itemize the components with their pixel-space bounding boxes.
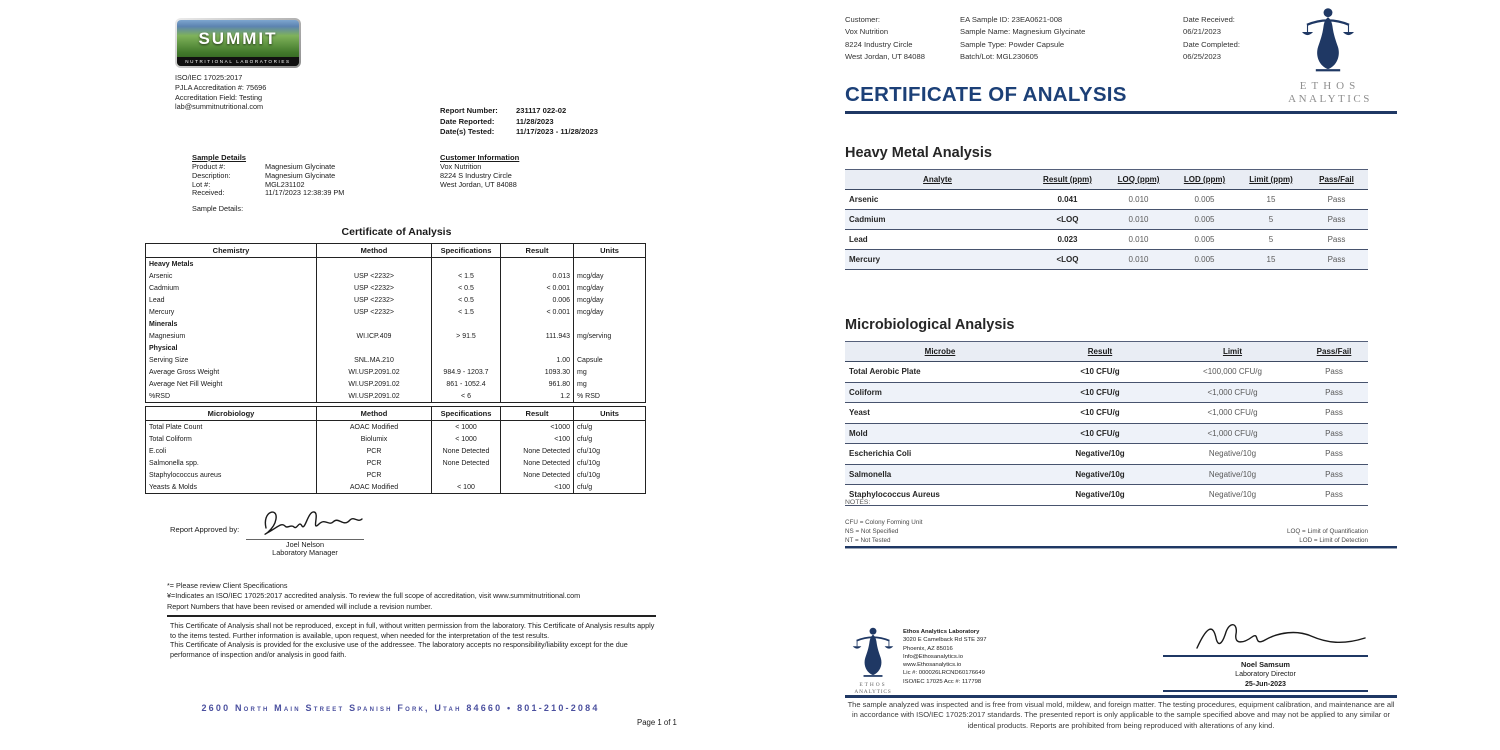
table-row — [146, 433, 646, 445]
table-row — [845, 464, 1368, 485]
lab-iso-accreditation: ISO/IEC 17025 Acc #: 117798 — [903, 678, 982, 685]
units-cell: mg/serving — [574, 330, 646, 342]
customer-street: 8224 S Industry Circle — [440, 170, 512, 180]
method-cell: WI.ICP.409 — [317, 330, 432, 342]
legend-loq: LOQ = Limit of Quantification — [1286, 528, 1368, 535]
col-header-result: Result — [501, 244, 574, 258]
pass-fail-cell: Pass — [1300, 362, 1368, 383]
table-row — [845, 362, 1368, 383]
microbiology-table — [145, 406, 646, 494]
legend-nt: NT = Not Tested — [845, 537, 891, 544]
col-header-analyte: Analyte — [845, 170, 1030, 190]
received-label: Received: — [192, 188, 225, 198]
loq-cell: 0.010 — [1105, 190, 1172, 210]
microbiological-heading: Microbiological Analysis — [845, 317, 1015, 333]
limit-cell: 5 — [1237, 210, 1305, 230]
result-cell: < 0.001 — [501, 282, 574, 294]
cell — [432, 318, 501, 330]
cell — [501, 342, 574, 354]
table-row — [845, 190, 1368, 210]
microbe-cell: Mold — [845, 423, 1035, 444]
cell — [432, 258, 501, 271]
spec-cell: < 1.5 — [432, 306, 501, 318]
accreditation-line: PJLA Accreditation #: 75696 — [175, 82, 267, 92]
ethos-customer-block — [845, 14, 925, 64]
ethos-lab-address-block — [903, 628, 987, 686]
result-cell: < 0.001 — [501, 306, 574, 318]
accreditation-block — [175, 73, 266, 112]
result-cell: <10 CFU/g — [1035, 423, 1165, 444]
section-row — [146, 258, 646, 271]
lab-name: Ethos Analytics Laboratory — [903, 629, 980, 635]
customer-label: Customer: — [845, 15, 881, 24]
date-reported-row — [440, 117, 598, 128]
spec-cell: < 1000 — [432, 421, 501, 434]
footnotes-block — [167, 581, 667, 612]
method-cell: PCR — [317, 445, 432, 457]
result-cell: None Detected — [501, 469, 574, 481]
table-row — [146, 469, 646, 481]
cell — [574, 342, 646, 354]
legend-lod: LOD = Limit of Detection — [1299, 537, 1368, 544]
cell — [432, 342, 501, 354]
title-underline — [845, 111, 1397, 114]
pass-fail-cell: Pass — [1305, 190, 1368, 210]
result-cell: <10 CFU/g — [1035, 403, 1165, 424]
result-cell: 1093.30 — [501, 366, 574, 378]
lab-email: lab@summitnutritional.com — [175, 102, 264, 112]
summit-logo-art — [177, 20, 299, 66]
col-header-loq-ppm: LOQ (ppm) — [1105, 170, 1172, 190]
result-cell: <10 CFU/g — [1035, 362, 1165, 383]
table-row — [845, 485, 1368, 506]
sample-name: Sample Name: Magnesium Glycinate — [960, 27, 1086, 37]
analyte-cell: Salmonella spp. — [146, 457, 317, 469]
signer-title: Laboratory Director — [1235, 670, 1296, 678]
approver-title: Laboratory Manager — [272, 548, 338, 557]
units-cell: mcg/day — [574, 294, 646, 306]
cell — [501, 258, 574, 271]
spec-cell: < 0.5 — [432, 282, 501, 294]
date-received-label: Date Received: — [1183, 15, 1235, 24]
units-cell: mg — [574, 378, 646, 390]
lot-value: MGL231102 — [265, 179, 305, 189]
result-cell: 0.013 — [501, 270, 574, 282]
page-number: Page 1 of 1 — [637, 718, 677, 727]
result-cell: <LOQ — [1030, 250, 1105, 270]
limit-cell: 5 — [1237, 230, 1305, 250]
result-cell: 111.943 — [501, 330, 574, 342]
spec-cell: None Detected — [432, 457, 501, 469]
table-row — [146, 445, 646, 457]
col-header-result-ppm: Result (ppm) — [1030, 170, 1105, 190]
ethos-logotype-line2: ANALYTICS — [1288, 93, 1372, 105]
spec-cell — [432, 354, 501, 366]
pass-fail-cell: Pass — [1300, 382, 1368, 403]
col-header-units: Units — [574, 244, 646, 258]
lod-cell: 0.005 — [1172, 250, 1237, 270]
customer-name: Vox Nutrition — [440, 162, 482, 171]
lod-cell: 0.005 — [1172, 190, 1237, 210]
result-cell: 1.2 — [501, 390, 574, 403]
dates-tested-label: Date(s) Tested: — [440, 127, 495, 137]
analyte-cell: Magnesium — [146, 330, 317, 342]
sample-details-block — [192, 163, 344, 198]
cell — [501, 318, 574, 330]
certificate-title: CERTIFICATE OF ANALYSIS — [845, 83, 1127, 106]
result-cell: 1.00 — [501, 354, 574, 366]
date-completed-value: 06/25/2023 — [1183, 52, 1222, 62]
result-cell: None Detected — [501, 457, 574, 469]
spec-cell: None Detected — [432, 445, 501, 457]
cell — [574, 258, 646, 271]
heavy-metal-heading: Heavy Metal Analysis — [845, 145, 992, 161]
ethos-justice-logo-icon — [1300, 6, 1356, 78]
result-cell: Negative/10g — [1035, 444, 1165, 465]
table-row — [146, 390, 646, 403]
product-label: Product #: — [192, 162, 226, 171]
customer-city: West Jordan, UT 84088 — [440, 179, 517, 189]
table-row — [146, 378, 646, 390]
date-reported-value: 11/28/2023 — [516, 116, 554, 126]
method-cell: Biolumix — [317, 433, 432, 445]
summit-logo-brand: SUMMIT — [198, 29, 278, 48]
table-row — [146, 270, 646, 282]
microbe-cell: Escherichia Coli — [845, 444, 1035, 465]
spec-cell: > 91.5 — [432, 330, 501, 342]
pass-fail-cell: Pass — [1300, 464, 1368, 485]
method-cell: AOAC Modified — [317, 421, 432, 434]
report-number-label: Report Number: — [440, 106, 498, 115]
units-cell: cfu/g — [574, 421, 646, 434]
section-row — [146, 342, 646, 354]
summit-logo-tagline: NUTRITIONAL LABORATORIES — [177, 57, 299, 66]
section-cell: Heavy Metals — [146, 258, 317, 271]
ethos-footer-statement: The sample analyzed was inspected and is free from visual mold, mildew, and foreign matter. The testing procedures, equipment calibration, and maintenance are all in accordance with ISO/IEC 17025:2017 standards. The presented report is only applicable to the sample specified above and may not be applied to any similar or identical products. Reports are prohibited from being reproduced with alterations of any kind. — [847, 700, 1395, 730]
limit-cell: 15 — [1237, 190, 1305, 210]
method-cell: WI.USP.2091.02 — [317, 390, 432, 403]
spec-cell — [432, 469, 501, 481]
analyte-cell: Staphylococcus aureus — [146, 469, 317, 481]
signature-line-top — [1163, 655, 1368, 657]
ethos-logotype-line1: ETHOS — [1299, 80, 1361, 92]
units-cell: % RSD — [574, 390, 646, 403]
cell — [317, 318, 432, 330]
table-row — [146, 366, 646, 378]
analyte-cell: Arsenic — [146, 270, 317, 282]
col-header-units: Units — [574, 407, 646, 421]
disclaimer-paragraph: This Certificate of Analysis shall not be reproduced, except in full, without written permission from the laboratory. This Certificate of Analysis results apply to the items tested. Further information is available, upon request, when needed for the interpretation of the test results. — [170, 621, 655, 640]
analyte-cell: Cadmium — [845, 210, 1030, 230]
table-row — [146, 282, 646, 294]
microbiology-header-row — [146, 407, 646, 421]
pass-fail-cell: Pass — [1305, 210, 1368, 230]
col-header-result: Result — [501, 407, 574, 421]
analyte-cell: Total Coliform — [146, 433, 317, 445]
table-row — [146, 330, 646, 342]
joel-nelson-signature — [248, 503, 366, 539]
analyte-cell: Total Plate Count — [146, 421, 317, 434]
microbiological-table — [845, 341, 1368, 506]
result-cell: <100 — [501, 481, 574, 494]
method-cell: USP <2232> — [317, 270, 432, 282]
units-cell: mcg/day — [574, 306, 646, 318]
method-cell: SNL.MA.210 — [317, 354, 432, 366]
col-header-method: Method — [317, 407, 432, 421]
analyte-cell: E.coli — [146, 445, 317, 457]
accreditation-line: Accreditation Field: Testing — [175, 92, 263, 102]
result-cell: 0.041 — [1030, 190, 1105, 210]
table-row — [146, 421, 646, 434]
customer-info-block — [440, 163, 517, 189]
report-number-row — [440, 106, 598, 117]
section-cell: Minerals — [146, 318, 317, 330]
analyte-cell: Arsenic — [845, 190, 1030, 210]
analyte-cell: Lead — [146, 294, 317, 306]
analyte-cell: Yeasts & Molds — [146, 481, 317, 494]
pass-fail-cell: Pass — [1305, 250, 1368, 270]
result-cell: Negative/10g — [1035, 464, 1165, 485]
limit-cell: Negative/10g — [1165, 444, 1300, 465]
table-row — [146, 294, 646, 306]
spec-cell: < 0.5 — [432, 294, 501, 306]
product-value: Magnesium Glycinate — [265, 162, 336, 171]
limit-cell: Negative/10g — [1165, 485, 1300, 506]
analyte-cell: Cadmium — [146, 282, 317, 294]
table-row — [845, 444, 1368, 465]
lod-cell: 0.005 — [1172, 230, 1237, 250]
units-cell: mcg/day — [574, 282, 646, 294]
lab-email: Info@Ethosanalytics.io — [903, 653, 964, 660]
result-cell: <LOQ — [1030, 210, 1105, 230]
table-row — [146, 354, 646, 366]
table-row — [845, 403, 1368, 424]
result-cell: Negative/10g — [1035, 485, 1165, 506]
microbe-cell: Salmonella — [845, 464, 1035, 485]
analyte-cell: Mercury — [845, 250, 1030, 270]
lot-label: Lot #: — [192, 179, 211, 189]
spec-cell: 984.9 - 1203.7 — [432, 366, 501, 378]
noel-samsum-signature — [1185, 618, 1375, 654]
units-cell: cfu/10g — [574, 469, 646, 481]
limit-cell: <100,000 CFU/g — [1165, 362, 1300, 383]
signer-name: Noel Samsum — [1241, 660, 1290, 669]
table-row — [845, 423, 1368, 444]
footnote: ¥=Indicates an ISO/IEC 17025:2017 accredited analysis. To review the full scope of accreditation, visit www.summitnutritional.com — [167, 591, 581, 601]
method-cell: USP <2232> — [317, 294, 432, 306]
cell — [317, 258, 432, 271]
col-header-chemistry: Chemistry — [146, 244, 317, 258]
cell — [317, 342, 432, 354]
method-cell: PCR — [317, 457, 432, 469]
report-info-block — [440, 106, 598, 138]
result-cell: None Detected — [501, 445, 574, 457]
summit-logo — [175, 18, 301, 68]
table-row — [845, 382, 1368, 403]
ethos-sample-block — [960, 14, 1085, 64]
table-row — [845, 250, 1368, 270]
legend-ns: NS = Not Specified — [845, 528, 899, 535]
analyte-cell: Mercury — [146, 306, 317, 318]
section-row — [146, 318, 646, 330]
customer-name: Vox Nutrition — [845, 27, 889, 37]
col-header-microbe: Microbe — [845, 342, 1035, 362]
chemistry-table — [145, 243, 646, 403]
method-cell: PCR — [317, 469, 432, 481]
description-value: Magnesium Glycinate — [265, 170, 336, 180]
summit-address-footer: 2600 North Main Street Spanish Fork, Utah 84660 • 801-210-2084 — [201, 703, 600, 713]
table-row — [146, 481, 646, 494]
table-row — [146, 306, 646, 318]
pass-fail-cell: Pass — [1300, 403, 1368, 424]
method-cell: WI.USP.2091.02 — [317, 366, 432, 378]
accreditation-line: ISO/IEC 17025:2017 — [175, 73, 243, 82]
result-cell: <100 — [501, 433, 574, 445]
disclaimer-paragraph: This Certificate of Analysis is provided for the exclusive use of the addressee. The laboratory accepts no responsibility/liability except for the due performance of inspection and/or analysis in good faith. — [170, 640, 628, 659]
report-number-value: 231117 022-02 — [516, 106, 567, 115]
legend-left — [845, 518, 923, 545]
col-header-lod-ppm: LOD (ppm) — [1172, 170, 1237, 190]
footnote: *= Please review Client Specifications — [167, 581, 288, 590]
spec-cell: 861 - 1052.4 — [432, 378, 501, 390]
spec-cell: < 1.5 — [432, 270, 501, 282]
table-row — [845, 230, 1368, 250]
limit-cell: Negative/10g — [1165, 464, 1300, 485]
method-cell: USP <2232> — [317, 306, 432, 318]
footer-divider-line — [845, 695, 1397, 698]
customer-info-heading: Customer Information — [440, 153, 520, 162]
received-row — [192, 189, 344, 198]
pass-fail-cell: Pass — [1300, 423, 1368, 444]
units-cell: Capsule — [574, 354, 646, 366]
result-cell: <1000 — [501, 421, 574, 434]
loq-cell: 0.010 — [1105, 230, 1172, 250]
method-cell: USP <2232> — [317, 282, 432, 294]
date-reported-label: Date Reported: — [440, 116, 495, 126]
table-row — [146, 457, 646, 469]
sample-details-heading: Sample Details — [192, 153, 247, 162]
section-cell: Physical — [146, 342, 317, 354]
pass-fail-cell: Pass — [1300, 485, 1368, 506]
approver-name: Joel Nelson — [285, 540, 325, 549]
analyte-cell: Serving Size — [146, 354, 317, 366]
col-header-method: Method — [317, 244, 432, 258]
limit-cell: 15 — [1237, 250, 1305, 270]
limit-cell: <1,000 CFU/g — [1165, 423, 1300, 444]
lab-license: Lic #: 000026LRCND60176649 — [903, 670, 985, 677]
result-cell: <10 CFU/g — [1035, 382, 1165, 403]
lod-cell: 0.005 — [1172, 210, 1237, 230]
heavy-metal-header-row — [845, 170, 1368, 190]
method-cell: AOAC Modified — [317, 481, 432, 494]
col-header-specifications: Specifications — [432, 244, 501, 258]
units-cell: cfu/g — [574, 481, 646, 494]
sample-details-extra-label: Sample Details: — [192, 204, 244, 213]
microbe-cell: Staphylococcus Aureus — [845, 485, 1035, 506]
customer-city: West Jordan, UT 84088 — [845, 52, 925, 62]
heavy-metal-table — [845, 169, 1368, 270]
legend-cfu: CFU = Colony Forming Unit — [845, 519, 923, 526]
lab-street: 3020 E Camelback Rd STE 397 — [903, 637, 987, 644]
table-row — [845, 210, 1368, 230]
date-received-value: 06/21/2023 — [1183, 27, 1222, 37]
analyte-cell: Average Net Fill Weight — [146, 378, 317, 390]
spec-cell: < 100 — [432, 481, 501, 494]
col-header-limit: Limit — [1165, 342, 1300, 362]
col-header-pass-fail: Pass/Fail — [1305, 170, 1368, 190]
dates-tested-value: 11/17/2023 - 11/28/2023 — [516, 127, 598, 137]
cell — [574, 318, 646, 330]
loq-cell: 0.010 — [1105, 250, 1172, 270]
footer-logotype-line1: ETHOS — [859, 682, 887, 688]
micro-header-row — [845, 342, 1368, 362]
footnote: Report Numbers that have been revised or amended will include a revision number. — [167, 601, 433, 611]
notes-divider-line — [845, 546, 1397, 549]
limit-cell: <1,000 CFU/g — [1165, 403, 1300, 424]
result-cell: 0.006 — [501, 294, 574, 306]
loq-cell: 0.010 — [1105, 210, 1172, 230]
result-cell: 961.80 — [501, 378, 574, 390]
notes-label: NOTES: — [845, 499, 871, 506]
footer-logotype-line2: ANALYTICS — [854, 689, 892, 695]
received-value: 11/17/2023 12:38:39 PM — [265, 188, 345, 198]
legend-right — [1120, 527, 1368, 545]
microbe-cell: Coliform — [845, 382, 1035, 403]
sample-type: Sample Type: Powder Capsule — [960, 39, 1065, 49]
col-header-microbiology: Microbiology — [146, 407, 317, 421]
spec-cell: < 6 — [432, 390, 501, 403]
result-cell: 0.023 — [1030, 230, 1105, 250]
analyte-cell: Average Gross Weight — [146, 366, 317, 378]
units-cell: mg — [574, 366, 646, 378]
microbe-cell: Total Aerobic Plate — [845, 362, 1035, 383]
method-cell: WI.USP.2091.02 — [317, 378, 432, 390]
date-completed-label: Date Completed: — [1183, 39, 1240, 49]
sample-id: EA Sample ID: 23EA0621-008 — [960, 15, 1063, 24]
microbe-cell: Yeast — [845, 403, 1035, 424]
limit-cell: <1,000 CFU/g — [1165, 382, 1300, 403]
ethos-date-block — [1183, 14, 1240, 64]
lab-website: www.Ethosanalytics.io — [903, 662, 962, 669]
analyte-cell: %RSD — [146, 390, 317, 403]
units-cell: cfu/10g — [574, 457, 646, 469]
units-cell: cfu/10g — [574, 445, 646, 457]
divider-line — [167, 615, 656, 617]
signature-line-bottom — [1163, 690, 1368, 692]
ethos-justice-footer-icon — [851, 626, 895, 682]
batch-lot: Batch/Lot: MGL230605 — [960, 52, 1039, 62]
approved-by-label: Report Approved by: — [170, 525, 240, 534]
description-label: Description: — [192, 170, 231, 180]
col-header-result: Result — [1035, 342, 1165, 362]
coa-title: Certificate of Analysis — [341, 226, 452, 238]
lab-city: Phoenix, AZ 85016 — [903, 645, 953, 652]
units-cell: mcg/day — [574, 270, 646, 282]
signature-date: 25-Jun-2023 — [1244, 680, 1286, 688]
col-header-pass-fail: Pass/Fail — [1300, 342, 1368, 362]
col-header-specifications: Specifications — [432, 407, 501, 421]
dates-tested-row — [440, 127, 598, 138]
pass-fail-cell: Pass — [1300, 444, 1368, 465]
chemistry-header-row — [146, 244, 646, 258]
pass-fail-cell: Pass — [1305, 230, 1368, 250]
col-header-limit-ppm: Limit (ppm) — [1237, 170, 1305, 190]
analyte-cell: Lead — [845, 230, 1030, 250]
customer-street: 8224 Industry Circle — [845, 39, 913, 49]
spec-cell: < 1000 — [432, 433, 501, 445]
units-cell: cfu/g — [574, 433, 646, 445]
